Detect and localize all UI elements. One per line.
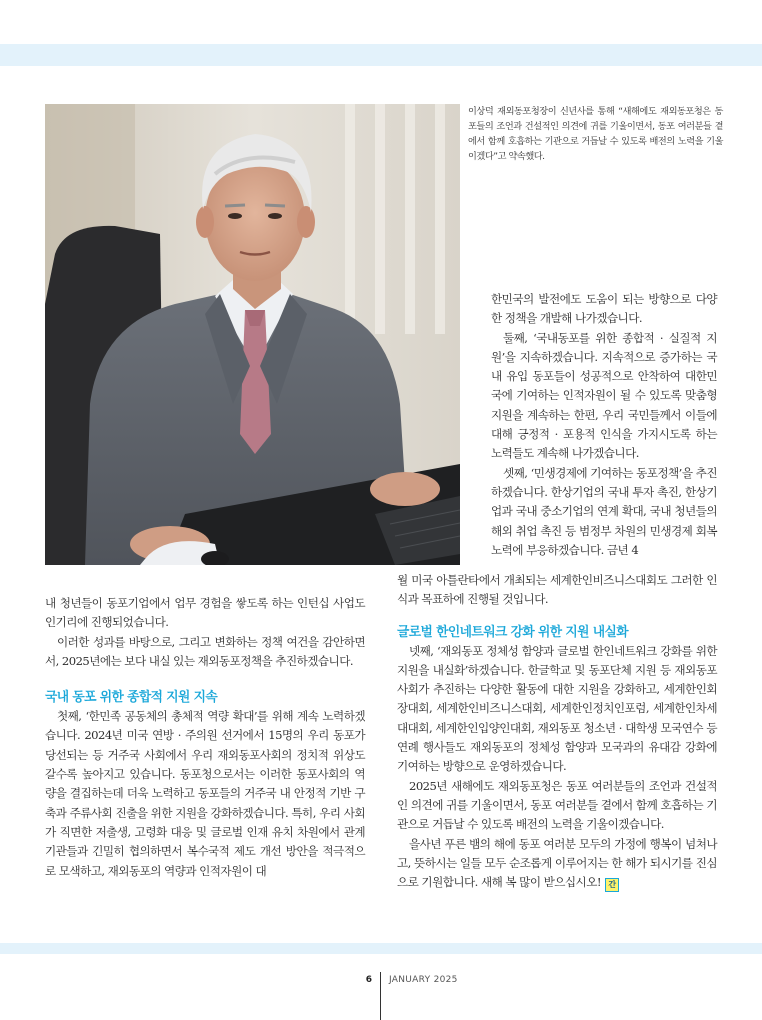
paragraph: 첫째, ‘한민족 공동체의 총체적 역량 확대’를 위해 계속 노력하겠습니다. 2024년 미국 연방 · 주의원 선거에서 15명의 우리 동포가 당선되는 등 거주국 사회에서 우리 재외동포사회의 정치적 위상도 갈수록 높아지고 있습니다. 동포청으로서는 이러한 동포사회의 역량을 결집하는데 더욱 노력하고 동포들의 거주국 내 안정적 기반 구축과 주류사회 진출을 위한 지원을 강화하겠습니다. 특히, 우리 사회가 직면한 저출생, 고령화 대응 및 글로벌 인재 유치 차원에서 관계기관들과 긴밀히 협의하면서 복수국적 제도 개선 방안을 적극적으로 모색하고, 재외동포의 역량과 인적자원이 대	[45, 709, 365, 878]
paragraph: 셋째, ‘민생경제에 기여하는 동포정책’을 추진하겠습니다. 한상기업의 국내 투자 촉진, 한상기업과 국내 중소기업의 연계 확대, 국내 청년들의 해외 취업 촉진 등 범정부 차원의 민생경제 회복 노력에 부응하겠습니다. 금년 4	[491, 465, 717, 557]
closing-paragraph	[397, 835, 717, 893]
end-mark-icon: 간	[605, 878, 619, 892]
paragraph: 한민국의 발전에도 도움이 되는 방향으로 다양한 정책을 개발해 나가겠습니다.	[491, 292, 717, 326]
footer-divider	[380, 972, 381, 1020]
paragraph: 월 미국 아틀란타에서 개최되는 세계한인비즈니스대회도 그러한 인식과 목표하에 진행될 것입니다.	[397, 573, 717, 607]
paragraph: 이러한 성과를 바탕으로, 그리고 변화하는 정책 여건을 감안하면서, 2025년에는 보다 내실 있는 재외동포정책을 추진하겠습니다.	[45, 634, 365, 668]
portrait-illustration	[45, 104, 460, 565]
spacer	[45, 671, 365, 688]
section-heading: 국내 동포 위한 종합적 지원 지속	[45, 690, 218, 706]
page-number: 6	[365, 975, 372, 985]
bottom-color-band	[0, 943, 762, 954]
paragraph: 넷째, ‘재외동포 정체성 함양과 글로벌 한인네트워크 강화를 위한 지원을 내실화’하겠습니다. 한글학교 및 동포단체 지원 등 재외동포사회가 추진하는 다양한 활동에 대한 지원을 강화하고, 세계한인회장대회, 세계한인비즈니스대회, 세계한인정치인포럼, 세계한인차세대대회, 세계한인입양인대회, 재외동포 청소년 · 대학생 모국연수 등 연례 행사들도 재외동포의 정체성 함양과 모국과의 유대감 강화에 기여하는 방향으로 운영하겠습니다.	[397, 643, 717, 774]
photo-caption: 이상덕 재외동포청장이 신년사를 통해 “새해에도 재외동포청은 동포들의 조언과 건설적인 의견에 귀를 기울이면서, 동포 여러분들 곁에서 함께 호흡하는 기관으로 거듭날 수 있도록 배전의 노력을 기울이겠다”고 약속했다.	[468, 106, 723, 162]
article-column-right-bottom	[397, 571, 717, 892]
issue-date: JANUARY 2025	[389, 975, 458, 985]
top-color-band	[0, 44, 762, 66]
spacer	[397, 610, 717, 623]
portrait-photo	[45, 104, 460, 565]
paragraph: 2025년 새해에도 재외동포청은 동포 여러분들의 조언과 건설적인 의견에 귀를 기울이면서, 동포 여러분들 곁에서 함께 호흡하는 기관으로 거듭날 수 있도록 배전의 노력을 기울이겠습니다.	[397, 778, 717, 832]
page-footer	[0, 972, 762, 1020]
paragraph: 둘째, ‘국내동포를 위한 종합적 · 실질적 지원’을 지속하겠습니다. 지속적으로 증가하는 국내 유입 동포들이 성공적으로 안착하여 대한민국에 기여하는 인적자원이 될 수 있도록 맞춤형 지원을 계속하는 한편, 우리 국민들께서 이들에 대해 긍정적 · 포용적 인식을 가지시도록 하는 노력들도 계속해 나가겠습니다.	[491, 330, 717, 461]
closing-text: 을사년 푸른 뱀의 해에 동포 여러분 모두의 가정에 행복이 넘쳐나고, 뜻하시는 일들 모두 순조롭게 이루어지는 한 해가 되시기를 진심으로 기원합니다. 새해 복 많이 받으십시오!	[397, 836, 717, 890]
article-column-right-top	[491, 290, 717, 560]
paragraph: 내 청년들이 동포기업에서 업무 경험을 쌓도록 하는 인턴십 사업도 인기리에 진행되었습니다.	[45, 596, 365, 630]
section-heading: 글로벌 한인네트워크 강화 위한 지원 내실화	[397, 624, 628, 640]
article-column-left	[45, 594, 365, 881]
